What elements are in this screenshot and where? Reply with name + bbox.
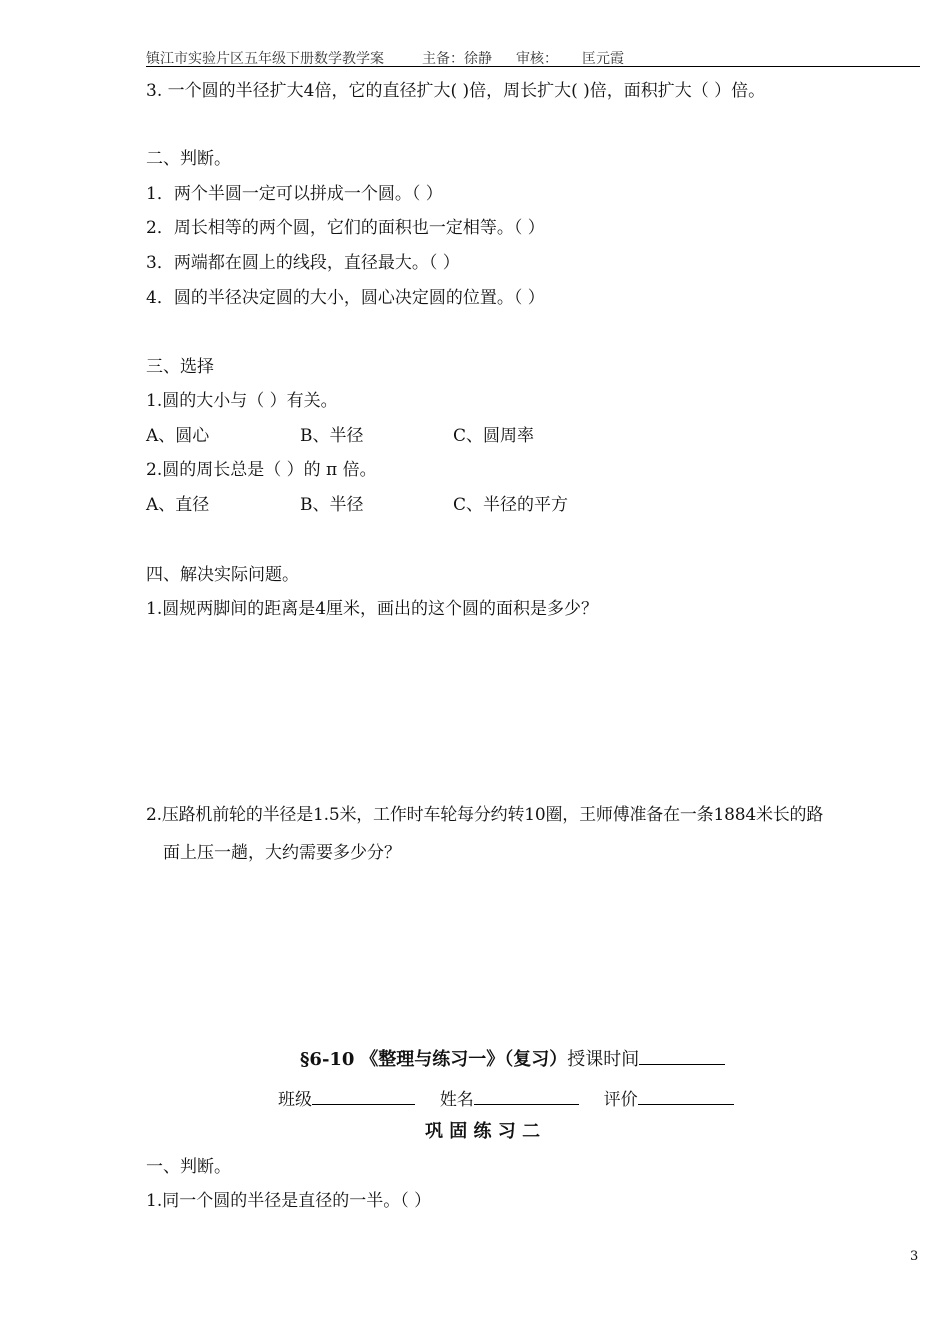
problem-q2-line1: 2.压路机前轮的半径是1.5米，工作时车轮每分约转10圈，王师傅准备在一条1884米长的路 [146, 805, 824, 825]
header-reviewer: 审核： [516, 51, 558, 67]
section-4-title: 四、解决实际问题。 [146, 565, 299, 585]
evaluation-label: 评价 [603, 1090, 638, 1110]
choice-q2-option-a: A、直径 [146, 495, 210, 515]
choice-q1: 1.圆的大小与（ ）有关。 [146, 391, 338, 411]
section-5-title: 一、判断。 [146, 1157, 231, 1177]
problem-q1: 1.圆规两脚间的距离是4厘米，画出的这个圆的面积是多少？ [146, 599, 599, 619]
judge-item-1: 1．两个半圆一定可以拼成一个圆。（ ） [146, 184, 443, 204]
lesson-time-blank[interactable] [639, 1048, 725, 1065]
student-info-row [278, 1085, 734, 1110]
page-header [146, 48, 624, 68]
class-blank[interactable] [312, 1088, 415, 1105]
section-3-title: 三、选择 [146, 357, 214, 377]
choice-q2-option-b: B、半径 [300, 495, 364, 515]
student-name-blank[interactable] [474, 1088, 579, 1105]
judge-item-3: 3．两端都在圆上的线段，直径最大。（ ） [146, 253, 460, 273]
header-course: 镇江市实验片区五年级下册数学教学案 [146, 51, 384, 67]
problem-q2-line2: 面上压一趟，大约需要多少分？ [163, 843, 401, 863]
evaluation-blank[interactable] [638, 1088, 734, 1105]
class-label: 班级 [278, 1090, 312, 1110]
header-reviewer-name: 匡元霞 [582, 51, 624, 67]
choice-q2-option-c: C、半径的平方 [453, 495, 569, 515]
judge-item-4: 4．圆的半径决定圆的大小，圆心决定圆的位置。（ ） [146, 288, 545, 308]
choice-q2: 2.圆的周长总是（ ）的 π 倍。 [146, 460, 377, 480]
section-2-title: 二、判断。 [146, 149, 231, 169]
practice-title: 巩 固 练 习 二 [425, 1121, 541, 1142]
lesson-code: §6-10 [300, 1049, 355, 1070]
lesson-review: （复习） [504, 1049, 568, 1070]
header-preparer: 主备：徐静 [422, 51, 492, 67]
choice-q1-option-b: B、半径 [300, 426, 364, 446]
lesson-name: 《整理与练习一》 [360, 1049, 505, 1070]
choice-q1-option-a: A、圆心 [146, 426, 210, 446]
judge2-item-1: 1.同一个圆的半径是直径的一半。（ ） [146, 1191, 432, 1211]
page-number: 3 [910, 1249, 919, 1264]
judge-item-2: 2．周长相等的两个圆，它们的面积也一定相等。（ ） [146, 218, 545, 238]
header-rule [146, 66, 920, 67]
lesson-time-label: 授课时间 [567, 1049, 640, 1070]
choice-q1-option-c: C、圆周率 [453, 426, 535, 446]
lesson-title [300, 1045, 725, 1071]
student-name-label: 姓名 [439, 1090, 474, 1110]
q3-fill-blank: 3. 一个圆的半径扩大4倍，它的直径扩大( )倍，周长扩大( )倍，面积扩大（ ）倍。 [146, 81, 766, 101]
